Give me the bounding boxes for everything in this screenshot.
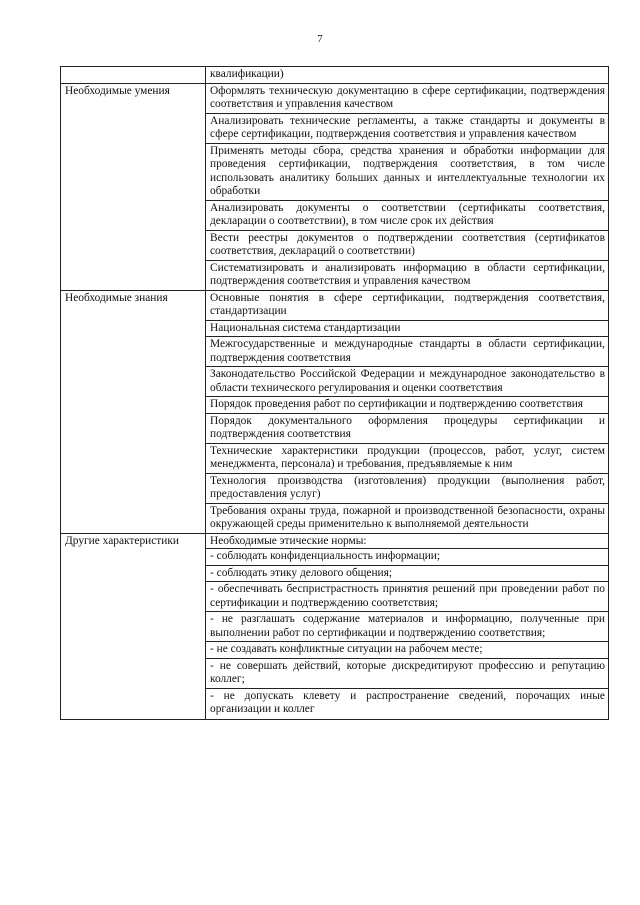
ethics-item: - обеспечивать беспристрастность принятия решений при проведении работ по сертификации и подтверждению соответствия; xyxy=(206,581,608,611)
skill-item: Оформлять техническую документацию в сфере сертификации, подтверждения соответствия и управления качеством xyxy=(206,83,609,113)
knowledge-item: Технические характеристики продукции (процессов, работ, услуг, систем менеджмента, персонала) и требования, предъявляемые к ним xyxy=(206,443,609,473)
ethics-item: - не допускать клевету и распространение сведений, порочащих иные организации и коллег xyxy=(206,688,608,718)
knowledge-item: Порядок документального оформления процедуры сертификации и подтверждения соответствия xyxy=(206,413,609,443)
ethics-cell xyxy=(206,533,609,719)
skill-item: Систематизировать и анализировать информацию в области сертификации, подтверждения соответствия и управления качеством xyxy=(206,260,609,290)
knowledge-item: Порядок проведения работ по сертификации и подтверждению соответствия xyxy=(206,397,609,414)
skill-item: Анализировать документы о соответствии (сертификаты соответствия, декларации о соответствии), в том числе срок их действия xyxy=(206,200,609,230)
skill-item: Анализировать технические регламенты, а также стандарты и документы в сфере сертификации, подтверждения соответствия и управления качеством xyxy=(206,113,609,143)
knowledge-item: Законодательство Российской Федерации и международное законодательство в области технического регулирования и оценки соответствия xyxy=(206,367,609,397)
ethics-item: - не совершать действий, которые дискредитируют профессию и репутацию коллег; xyxy=(206,658,608,688)
knowledge-item: Национальная система стандартизации xyxy=(206,320,609,337)
skill-item: Применять методы сбора, средства хранения и обработки информации для проведения сертификации, подтверждения соответствия, в том числе использовать аналитику больших данных и интеллектуальные технологии их обработки xyxy=(206,143,609,200)
row-label-empty xyxy=(61,67,206,84)
table-row-continuation xyxy=(61,67,609,84)
row-label-knowledge: Необходимые знания xyxy=(61,290,206,533)
skill-item: Вести реестры документов о подтверждении соответствия (сертификатов соответствия, деклараций о соответствии) xyxy=(206,230,609,260)
ethics-item: - не создавать конфликтные ситуации на рабочем месте; xyxy=(206,641,608,658)
knowledge-item: Межгосударственные и международные стандарты в области сертификации, подтверждения соответствия xyxy=(206,337,609,367)
page-number: 7 xyxy=(317,33,323,45)
knowledge-item: Технология производства (изготовления) продукции (выполнения работ, предоставления услуг) xyxy=(206,473,609,503)
knowledge-item: Требования охраны труда, пожарной и производственной безопасности, охраны окружающей среды применительно к выполняемой деятельности xyxy=(206,503,609,533)
ethics-item: - соблюдать конфиденциальность информации; xyxy=(206,548,608,565)
ethics-heading: Необходимые этические нормы: xyxy=(210,534,367,547)
ethics-item: - соблюдать этику делового общения; xyxy=(206,565,608,582)
row-label-skills: Необходимые умения xyxy=(61,83,206,290)
characteristics-table xyxy=(60,66,609,720)
table-row xyxy=(61,83,609,113)
row-label-other: Другие характеристики xyxy=(61,533,206,719)
continuation-cell: квалификации) xyxy=(206,67,609,84)
table-row xyxy=(61,290,609,320)
ethics-item: - не разглашать содержание материалов и информацию, полученные при выполнении работ по сертификации и подтверждению соответствия; xyxy=(206,611,608,641)
table-row xyxy=(61,533,609,719)
knowledge-item: Основные понятия в сфере сертификации, подтверждения соответствия, стандартизации xyxy=(206,290,609,320)
